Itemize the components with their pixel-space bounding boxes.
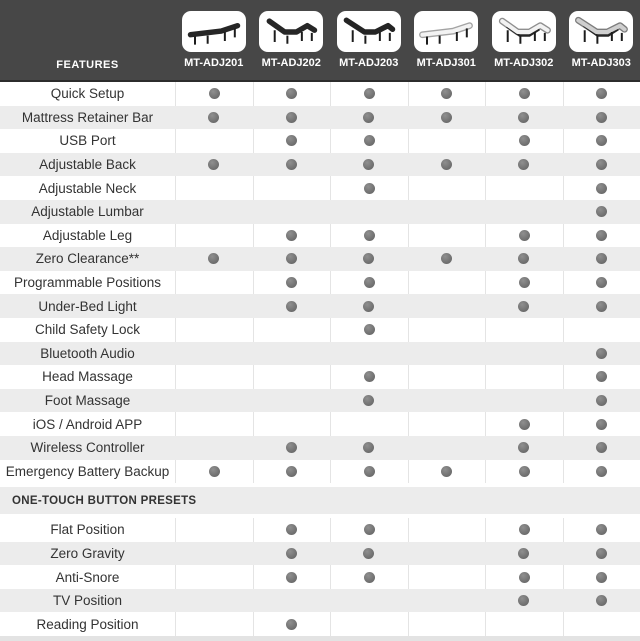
feature-cell xyxy=(330,518,408,542)
feature-cell xyxy=(175,436,253,460)
feature-cell xyxy=(253,318,331,342)
feature-cell xyxy=(485,389,563,413)
feature-cell xyxy=(175,176,253,200)
included-dot xyxy=(518,301,529,312)
included-dot xyxy=(596,253,607,264)
included-dot xyxy=(518,159,529,170)
feature-cell xyxy=(408,224,486,248)
feature-row xyxy=(0,153,640,177)
included-dot xyxy=(364,371,375,382)
feature-cell xyxy=(563,224,640,248)
included-dot xyxy=(596,548,607,559)
feature-cell xyxy=(253,247,331,271)
included-dot xyxy=(518,548,529,559)
included-dot xyxy=(209,88,220,99)
included-dot xyxy=(596,442,607,453)
feature-cell xyxy=(330,247,408,271)
feature-cell xyxy=(175,612,253,636)
table-header xyxy=(0,0,640,82)
feature-label: TV Position xyxy=(0,589,175,613)
feature-label: iOS / Android APP xyxy=(0,412,175,436)
feature-cell xyxy=(408,518,486,542)
included-dot xyxy=(364,524,375,535)
feature-cell xyxy=(330,389,408,413)
feature-cell xyxy=(330,318,408,342)
feature-cell xyxy=(408,589,486,613)
feature-cell xyxy=(408,542,486,566)
feature-cell xyxy=(175,153,253,177)
included-dot xyxy=(363,395,374,406)
included-dot xyxy=(596,524,607,535)
feature-label: Head Massage xyxy=(0,365,175,389)
included-dot xyxy=(519,135,530,146)
feature-row xyxy=(0,365,640,389)
included-dot xyxy=(596,419,607,430)
feature-cell xyxy=(408,412,486,436)
feature-cell xyxy=(563,106,640,130)
feature-cell xyxy=(330,294,408,318)
bed-raised-light-icon xyxy=(492,11,556,52)
feature-cell xyxy=(408,200,486,224)
included-dot xyxy=(363,548,374,559)
feature-cell xyxy=(408,247,486,271)
feature-row xyxy=(0,565,640,589)
feature-label: Under-Bed Light xyxy=(0,294,175,318)
included-dot xyxy=(518,112,529,123)
feature-cell xyxy=(330,106,408,130)
feature-row xyxy=(0,518,640,542)
included-dot xyxy=(208,253,219,264)
included-dot xyxy=(364,466,375,477)
included-dot xyxy=(364,277,375,288)
included-dot xyxy=(286,524,297,535)
feature-cell xyxy=(563,542,640,566)
column-header-mt-adj302 xyxy=(485,0,563,80)
included-dot xyxy=(596,230,607,241)
included-dot xyxy=(286,159,297,170)
included-dot xyxy=(518,595,529,606)
feature-label: Bluetooth Audio xyxy=(0,342,175,366)
included-dot xyxy=(596,371,607,382)
feature-cell xyxy=(408,436,486,460)
feature-cell xyxy=(485,436,563,460)
feature-cell xyxy=(253,365,331,389)
feature-cell xyxy=(408,129,486,153)
included-dot xyxy=(286,135,297,146)
feature-cell xyxy=(175,460,253,484)
feature-cell xyxy=(563,247,640,271)
feature-row xyxy=(0,436,640,460)
feature-row xyxy=(0,200,640,224)
feature-cell xyxy=(253,436,331,460)
included-dot xyxy=(596,159,607,170)
feature-label: Foot Massage xyxy=(0,389,175,413)
feature-cell xyxy=(330,589,408,613)
feature-cell xyxy=(563,365,640,389)
included-dot xyxy=(364,88,375,99)
included-dot xyxy=(441,466,452,477)
included-dot xyxy=(364,324,375,335)
feature-cell xyxy=(175,106,253,130)
feature-label: Quick Setup xyxy=(0,82,175,106)
included-dot xyxy=(596,348,607,359)
included-dot xyxy=(364,183,375,194)
feature-cell xyxy=(330,153,408,177)
feature-cell xyxy=(253,542,331,566)
feature-cell xyxy=(563,318,640,342)
bed-raised-dark-2-icon xyxy=(337,11,401,52)
included-dot xyxy=(519,572,530,583)
feature-cell xyxy=(563,589,640,613)
feature-cell xyxy=(408,342,486,366)
feature-row xyxy=(0,82,640,106)
feature-cell xyxy=(563,271,640,295)
feature-label: Zero Clearance** xyxy=(0,247,175,271)
feature-cell xyxy=(485,542,563,566)
feature-cell xyxy=(408,389,486,413)
included-dot xyxy=(441,112,452,123)
feature-cell xyxy=(175,518,253,542)
feature-cell xyxy=(485,200,563,224)
feature-cell xyxy=(485,565,563,589)
included-dot xyxy=(596,595,607,606)
feature-cell xyxy=(563,176,640,200)
feature-row xyxy=(0,460,640,484)
feature-row xyxy=(0,318,640,342)
feature-label: Adjustable Lumbar xyxy=(0,200,175,224)
bed-flat-light-icon xyxy=(414,11,478,52)
feature-cell xyxy=(330,200,408,224)
included-dot xyxy=(519,524,530,535)
feature-label: USB Port xyxy=(0,129,175,153)
feature-cell xyxy=(175,247,253,271)
feature-cell xyxy=(408,294,486,318)
feature-cell xyxy=(175,200,253,224)
feature-label: Child Safety Lock xyxy=(0,318,175,342)
feature-cell xyxy=(563,153,640,177)
included-dot xyxy=(286,466,297,477)
feature-row xyxy=(0,294,640,318)
feature-cell xyxy=(485,106,563,130)
feature-cell xyxy=(175,412,253,436)
included-dot xyxy=(286,619,297,630)
included-dot xyxy=(518,442,529,453)
included-dot xyxy=(596,572,607,583)
features-column-header: FEATURES xyxy=(0,0,175,80)
model-name: MT-ADJ203 xyxy=(339,57,398,69)
feature-row xyxy=(0,342,640,366)
feature-cell xyxy=(485,153,563,177)
feature-cell xyxy=(563,565,640,589)
included-dot xyxy=(364,572,375,583)
feature-label: Adjustable Leg xyxy=(0,224,175,248)
feature-cell xyxy=(253,271,331,295)
feature-cell xyxy=(175,82,253,106)
feature-cell xyxy=(330,82,408,106)
included-dot xyxy=(596,135,607,146)
feature-cell xyxy=(253,82,331,106)
feature-cell xyxy=(253,612,331,636)
feature-cell xyxy=(175,294,253,318)
feature-cell xyxy=(330,176,408,200)
bed-flat-dark-icon xyxy=(182,11,246,52)
included-dot xyxy=(596,395,607,406)
included-dot xyxy=(286,442,297,453)
feature-cell xyxy=(175,589,253,613)
feature-cell xyxy=(408,318,486,342)
feature-cell xyxy=(485,518,563,542)
included-dot xyxy=(363,253,374,264)
included-dot xyxy=(209,466,220,477)
feature-cell xyxy=(485,412,563,436)
feature-cell xyxy=(485,612,563,636)
included-dot xyxy=(596,206,607,217)
feature-cell xyxy=(253,176,331,200)
feature-label: Zero Gravity xyxy=(0,542,175,566)
feature-cell xyxy=(408,106,486,130)
included-dot xyxy=(286,277,297,288)
included-dot xyxy=(286,112,297,123)
feature-cell xyxy=(408,271,486,295)
feature-cell xyxy=(253,389,331,413)
included-dot xyxy=(364,230,375,241)
included-dot xyxy=(208,159,219,170)
included-dot xyxy=(286,253,297,264)
included-dot xyxy=(208,112,219,123)
presets-section-title: ONE-TOUCH BUTTON PRESETS xyxy=(0,487,640,514)
feature-cell xyxy=(485,318,563,342)
feature-cell xyxy=(253,412,331,436)
included-dot xyxy=(518,253,529,264)
feature-cell xyxy=(408,365,486,389)
feature-cell xyxy=(408,460,486,484)
feature-label: Programmable Positions xyxy=(0,271,175,295)
feature-cell xyxy=(408,612,486,636)
feature-cell xyxy=(330,365,408,389)
included-dot xyxy=(286,230,297,241)
included-dot xyxy=(596,112,607,123)
table-body xyxy=(0,82,640,641)
feature-cell xyxy=(563,389,640,413)
feature-cell xyxy=(330,129,408,153)
feature-label: Wireless Controller xyxy=(0,436,175,460)
feature-cell xyxy=(175,542,253,566)
feature-row xyxy=(0,271,640,295)
column-header-mt-adj202 xyxy=(253,0,331,80)
feature-cell xyxy=(563,412,640,436)
included-dot xyxy=(441,253,452,264)
feature-cell xyxy=(485,294,563,318)
feature-cell xyxy=(485,365,563,389)
included-dot xyxy=(286,88,297,99)
feature-row xyxy=(0,176,640,200)
feature-cell xyxy=(563,294,640,318)
feature-cell xyxy=(563,82,640,106)
feature-cell xyxy=(253,518,331,542)
feature-cell xyxy=(175,129,253,153)
included-dot xyxy=(519,230,530,241)
feature-cell xyxy=(563,436,640,460)
included-dot xyxy=(441,88,452,99)
feature-cell xyxy=(485,176,563,200)
feature-label: Anti-Snore xyxy=(0,565,175,589)
feature-cell xyxy=(175,271,253,295)
included-dot xyxy=(363,159,374,170)
feature-cell xyxy=(563,460,640,484)
feature-cell xyxy=(175,565,253,589)
included-dot xyxy=(596,88,607,99)
feature-cell xyxy=(330,271,408,295)
included-dot xyxy=(596,301,607,312)
included-dot xyxy=(286,301,297,312)
feature-label: Flat Position xyxy=(0,518,175,542)
feature-cell xyxy=(175,365,253,389)
feature-label: Mattress Retainer Bar xyxy=(0,106,175,130)
feature-cell xyxy=(485,82,563,106)
feature-cell xyxy=(253,200,331,224)
feature-cell xyxy=(485,224,563,248)
included-dot xyxy=(363,442,374,453)
feature-cell xyxy=(485,271,563,295)
feature-cell xyxy=(253,460,331,484)
feature-cell xyxy=(253,589,331,613)
feature-cell xyxy=(330,342,408,366)
feature-cell xyxy=(485,342,563,366)
included-dot xyxy=(596,183,607,194)
feature-cell xyxy=(485,247,563,271)
included-dot xyxy=(364,135,375,146)
feature-row xyxy=(0,612,640,636)
feature-cell xyxy=(175,342,253,366)
feature-label: Reading Position xyxy=(0,612,175,636)
feature-row xyxy=(0,389,640,413)
feature-cell xyxy=(408,176,486,200)
bed-raised-dark-icon xyxy=(259,11,323,52)
feature-cell xyxy=(408,82,486,106)
column-header-mt-adj301 xyxy=(408,0,486,80)
feature-cell xyxy=(253,153,331,177)
feature-cell xyxy=(330,412,408,436)
bottom-strip xyxy=(0,636,640,641)
feature-cell xyxy=(563,129,640,153)
model-name: MT-ADJ201 xyxy=(184,57,243,69)
feature-row xyxy=(0,247,640,271)
feature-row xyxy=(0,589,640,613)
feature-label: Emergency Battery Backup xyxy=(0,460,175,484)
feature-row xyxy=(0,542,640,566)
feature-cell xyxy=(563,342,640,366)
included-dot xyxy=(286,548,297,559)
included-dot xyxy=(363,301,374,312)
model-name: MT-ADJ301 xyxy=(417,57,476,69)
feature-row xyxy=(0,412,640,436)
bed-raised-mixed-icon xyxy=(569,11,633,52)
feature-cell xyxy=(175,389,253,413)
feature-cell xyxy=(408,565,486,589)
feature-cell xyxy=(253,224,331,248)
model-name: MT-ADJ302 xyxy=(494,57,553,69)
included-dot xyxy=(441,159,452,170)
feature-cell xyxy=(330,224,408,248)
model-name: MT-ADJ303 xyxy=(572,57,631,69)
included-dot xyxy=(363,112,374,123)
included-dot xyxy=(519,419,530,430)
feature-cell xyxy=(253,294,331,318)
feature-cell xyxy=(563,612,640,636)
included-dot xyxy=(596,277,607,288)
column-header-mt-adj201 xyxy=(175,0,253,80)
feature-cell xyxy=(330,542,408,566)
feature-cell xyxy=(485,460,563,484)
feature-cell xyxy=(408,153,486,177)
included-dot xyxy=(519,277,530,288)
feature-cell xyxy=(330,460,408,484)
feature-cell xyxy=(330,565,408,589)
column-header-mt-adj203 xyxy=(330,0,408,80)
included-dot xyxy=(596,466,607,477)
column-header-mt-adj303 xyxy=(563,0,640,80)
feature-cell xyxy=(253,565,331,589)
feature-cell xyxy=(485,129,563,153)
feature-row xyxy=(0,129,640,153)
feature-cell xyxy=(330,436,408,460)
feature-cell xyxy=(175,318,253,342)
feature-row xyxy=(0,224,640,248)
feature-row xyxy=(0,106,640,130)
included-dot xyxy=(286,572,297,583)
feature-cell xyxy=(563,200,640,224)
feature-cell xyxy=(563,518,640,542)
feature-cell xyxy=(175,224,253,248)
included-dot xyxy=(519,466,530,477)
feature-label: Adjustable Neck xyxy=(0,176,175,200)
feature-cell xyxy=(330,612,408,636)
feature-cell xyxy=(485,589,563,613)
feature-cell xyxy=(253,106,331,130)
model-name: MT-ADJ202 xyxy=(262,57,321,69)
feature-cell xyxy=(253,342,331,366)
feature-label: Adjustable Back xyxy=(0,153,175,177)
included-dot xyxy=(519,88,530,99)
feature-cell xyxy=(253,129,331,153)
